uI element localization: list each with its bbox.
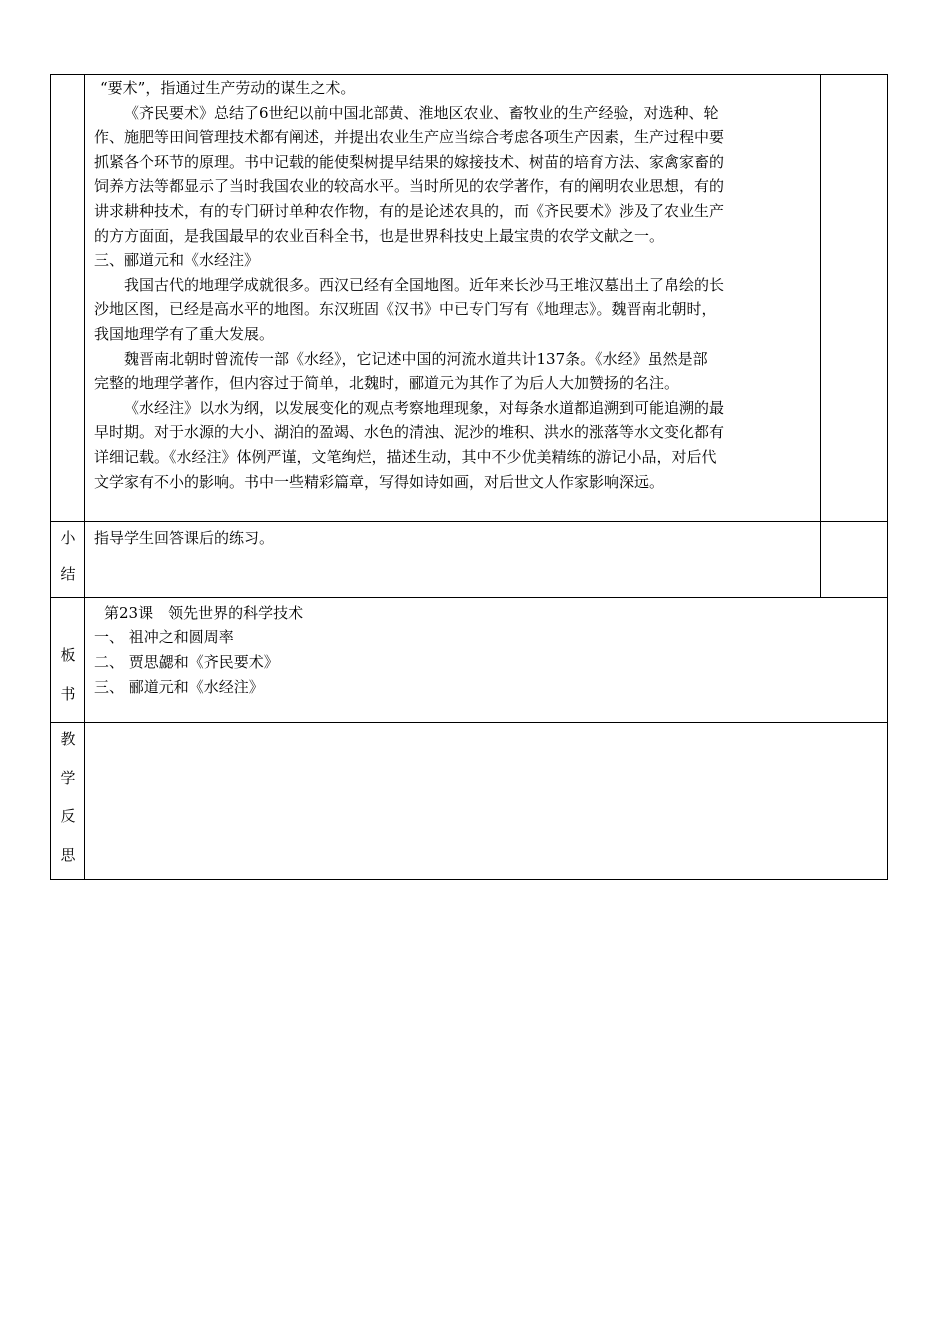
summary-text: 指导学生回答课后的练习。: [94, 529, 275, 547]
table-border-right: [887, 74, 888, 880]
content-cell: [94, 76, 724, 494]
board-outline-item: 三、 郦道元和《水经注》: [94, 678, 264, 696]
table-right-column-divider: [820, 74, 821, 598]
reflection-label-char: 思: [60, 846, 76, 864]
table-border-row1: [50, 521, 888, 522]
content-paragraph: 完整的地理学著作，但内容过于简单，北魏时，郦道元为其作了为后人大加赞扬的名注。: [94, 374, 680, 393]
content-paragraph: 详细记载。《水经注》体例严谨，文笔绚烂，描述生动，其中不少优美精练的游记小品，对后代: [94, 447, 717, 466]
content-paragraph: 文学家有不小的影响。书中一些精彩篇章，写得如诗如画，对后世文人作家影响深远。: [94, 472, 665, 491]
board-outline-item: 二、 贾思勰和《齐民要术》: [94, 653, 279, 671]
content-paragraph: 讲求耕种技术，有的专门研讨单种农作物，有的是论述农具的，而《齐民要术》涉及了农业生产: [94, 201, 725, 220]
content-paragraph: 我国地理学有了重大发展。: [94, 324, 275, 343]
content-paragraph: 抓紧各个环节的原理。书中记载的能使梨树提早结果的嫁接技术、树苗的培育方法、家禽家畜的: [94, 152, 725, 171]
table-border-bottom: [50, 879, 888, 880]
content-paragraph: “要术”，指通过生产劳动的谋生之术。: [100, 79, 356, 97]
reflection-label-char: 学: [60, 769, 76, 787]
content-paragraph: 的方方面面，是我国最早的农业百科全书，也是世界科技史上最宝贵的农学文献之一。: [94, 226, 665, 245]
table-border-top: [50, 74, 888, 75]
table-border-row3: [50, 722, 888, 723]
table-column-divider: [84, 74, 85, 880]
reflection-label-char: 教: [60, 730, 76, 748]
content-paragraph: 作、施肥等田间管理技术都有阐述，并提出农业生产应当综合考虑各项生产因素，生产过程中要: [94, 128, 725, 147]
board-label-char: 书: [60, 685, 76, 703]
content-paragraph: 沙地区图，已经是高水平的地图。东汉班固《汉书》中已专门写有《地理志》。魏晋南北朝时，: [94, 300, 717, 319]
section-heading: 三、郦道元和《水经注》: [94, 251, 260, 270]
content-paragraph: 我国古代的地理学成就很多。西汉已经有全国地图。近年来长沙马王堆汉墓出土了帛绘的长: [124, 275, 725, 294]
content-paragraph: 早时期。对于水源的大小、湖泊的盈竭、水色的清浊、泥沙的堆积、洪水的涨落等水文变化都有: [94, 423, 725, 442]
summary-label-char: 结: [60, 565, 76, 583]
summary-label-char: 小: [60, 529, 76, 547]
content-paragraph: 饲养方法等都显示了当时我国农业的较高水平。当时所见的农学著作，有的阐明农业思想，有的: [94, 177, 725, 196]
table-border-row2: [50, 597, 888, 598]
reflection-label-char: 反: [60, 807, 76, 825]
board-lesson-title: 第23课 领先世界的科学技术: [104, 604, 304, 622]
board-outline-item: 一、 祖冲之和圆周率: [94, 628, 234, 646]
board-label-char: 板: [60, 646, 76, 664]
content-paragraph: 魏晋南北朝时曾流传一部《水经》，它记述中国的河流水道共计137条。《水经》虽然是部: [124, 349, 708, 368]
content-paragraph: 《齐民要术》总结了6世纪以前中国北部黄、淮地区农业、畜牧业的生产经验，对选种、轮: [124, 103, 719, 122]
content-paragraph: 《水经注》以水为纲，以发展变化的观点考察地理现象，对每条水道都追溯到可能追溯的最: [124, 398, 725, 417]
table-border-left: [50, 74, 51, 880]
